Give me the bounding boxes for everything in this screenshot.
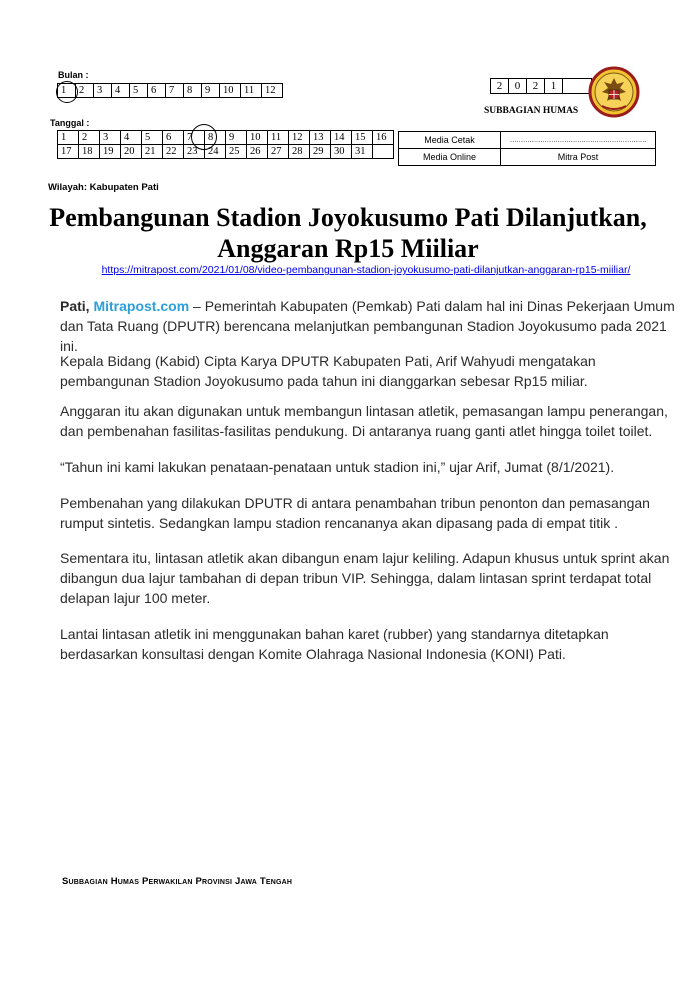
footer-label: Subbagian Humas Perwakilan Provinsi Jawa Tengah	[62, 876, 293, 887]
lead-paragraph	[60, 296, 680, 356]
month-cell: 7	[166, 84, 184, 98]
paragraph: Pembenahan yang dilakukan DPUTR di antara penambahan tribun penonton dan pemasangan rumput sintetis. Sedangkan lampu stadion rencananya akan dipasang pada di empat titik .	[60, 495, 650, 531]
date-cell: 22	[163, 145, 184, 159]
month-cell: 9	[202, 84, 220, 98]
year-digit: 1	[545, 79, 563, 94]
selected-month-circle	[56, 81, 78, 103]
date-cell: 10	[247, 131, 268, 145]
paragraph: Anggaran itu akan digunakan untuk membangun lintasan atletik, pemasangan lampu penerangan, dan pembenahan fasilitas-fasilitas pendukung. Di antaranya ruang ganti atlet hingga toilet toilet.	[60, 403, 668, 439]
date-cell: 11	[268, 131, 289, 145]
media-cetak-label: Media Cetak	[399, 132, 501, 149]
date-cell: 8	[205, 131, 226, 145]
month-cell: 5	[130, 84, 148, 98]
tanggal-label: Tanggal :	[50, 118, 90, 128]
selected-date-circle	[191, 124, 217, 150]
date-cell: 5	[142, 131, 163, 145]
date-cell: 20	[121, 145, 142, 159]
article-title	[0, 202, 696, 264]
article-url-link[interactable]: https://mitrapost.com/2021/01/08/video-pembangunan-stadion-joyokusumo-pati-dilanjutkan-anggaran-rp15-miiliar/	[101, 264, 631, 276]
year-box	[490, 78, 592, 94]
date-cell: 6	[163, 131, 184, 145]
lead-location: Pati,	[60, 298, 90, 314]
date-cell: 16	[373, 131, 394, 145]
year-digit: 0	[509, 79, 527, 94]
media-table	[398, 131, 656, 166]
date-cell: 2	[79, 131, 100, 145]
media-online-label: Media Online	[399, 149, 501, 166]
month-cell: 1	[58, 84, 76, 98]
date-cell: 31	[352, 145, 373, 159]
paragraph: Sementara itu, lintasan atletik akan dibangun enam lajur keliling. Adapun khusus untuk sprint akan dibangun dua lajur tambahan di depan tribun VIP. Sehingga, dalam lintasan sprint terdapat total delapan lajur 100 meter.	[60, 550, 670, 606]
lead-text: – Pemerintah Kabupaten (Pemkab) Pati dalam hal ini Dinas Pekerjaan Umum dan Tata Ruang (DPUTR) berencana melanjutkan pembangunan Stadion Joyokusumo pada 2021 ini.	[60, 298, 675, 354]
date-cell: 25	[226, 145, 247, 159]
wilayah-label: Wilayah: Kabupaten Pati	[48, 182, 159, 193]
date-cell: 21	[142, 145, 163, 159]
date-cell: 4	[121, 131, 142, 145]
garuda-emblem-icon	[588, 66, 640, 118]
media-online-value: Mitra Post	[501, 149, 656, 166]
date-cell: 30	[331, 145, 352, 159]
month-cell: 3	[94, 84, 112, 98]
department-label: SUBBAGIAN HUMAS	[484, 106, 579, 116]
date-cell: 28	[289, 145, 310, 159]
date-cell: 29	[310, 145, 331, 159]
month-cell: 6	[148, 84, 166, 98]
article-title-line1: Pembangunan Stadion Joyokusumo Pati Dilanjutkan,	[49, 203, 647, 232]
date-cell: 17	[58, 145, 79, 159]
month-cell: 8	[184, 84, 202, 98]
month-cell: 12	[262, 84, 283, 98]
month-cell: 10	[220, 84, 241, 98]
brand-link[interactable]: Mitrapost.com	[93, 298, 190, 314]
year-digit: 2	[491, 79, 509, 94]
year-digit: 2	[527, 79, 545, 94]
date-cell: 19	[100, 145, 121, 159]
date-cell: 14	[331, 131, 352, 145]
paragraph: “Tahun ini kami lakukan penataan-penataan untuk stadion ini,” ujar Arif, Jumat (8/1/2021).	[60, 459, 615, 475]
month-grid	[57, 83, 283, 98]
date-cell: 1	[58, 131, 79, 145]
paragraph: Kepala Bidang (Kabid) Cipta Karya DPUTR Kabupaten Pati, Arif Wahyudi mengatakan pembangunan Stadion Joyokusumo pada tahun ini dianggarkan sebesar Rp15 miliar.	[60, 353, 596, 389]
month-cell: 4	[112, 84, 130, 98]
month-cell: 11	[241, 84, 262, 98]
paragraph: Lantai lintasan atletik ini menggunakan bahan karet (rubber) yang standarnya ditetapkan berdasarkan konsultasi dengan Komite Olahraga Nasional Indonesia (KONI) Pati.	[60, 626, 609, 662]
bulan-label: Bulan :	[58, 70, 89, 80]
date-cell: 12	[289, 131, 310, 145]
date-cell: 9	[226, 131, 247, 145]
date-cell: 7	[184, 131, 205, 145]
month-cell: 2	[76, 84, 94, 98]
date-cell: 3	[100, 131, 121, 145]
date-cell: 27	[268, 145, 289, 159]
date-cell: 18	[79, 145, 100, 159]
media-cetak-value: ………………………………………………………	[501, 132, 656, 149]
date-cell: 26	[247, 145, 268, 159]
date-grid	[57, 130, 394, 159]
date-cell: 15	[352, 131, 373, 145]
date-cell: 24	[205, 145, 226, 159]
article-title-line2: Anggaran Rp15 Miiliar	[217, 234, 479, 263]
date-cell	[373, 145, 394, 159]
date-cell: 23	[184, 145, 205, 159]
date-cell: 13	[310, 131, 331, 145]
